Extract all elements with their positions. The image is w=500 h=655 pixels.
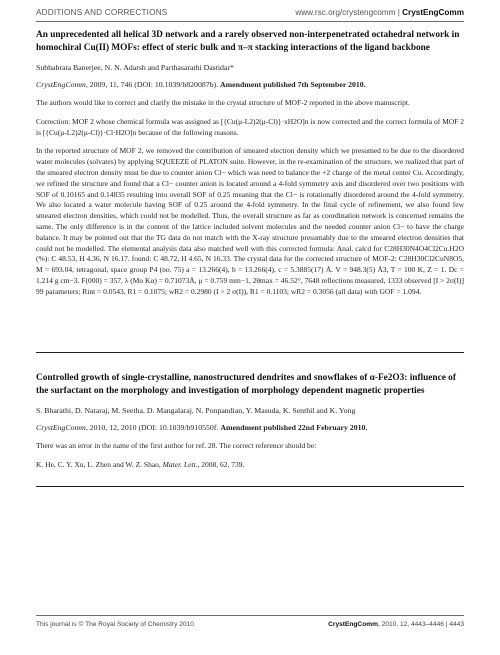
citation-journal: CrystEngComm: [36, 423, 86, 432]
article-divider: [36, 486, 464, 487]
footer-pages: , 2010, 12, 4443–4446 | 4443: [377, 621, 464, 628]
page-header: [36, 8, 464, 22]
article-divider: [36, 352, 464, 353]
citation-amendment: Amendment published 22nd February 2010.: [220, 423, 368, 432]
page-citation: [328, 621, 464, 628]
citation-journal: CrystEngComm: [36, 80, 86, 89]
article-authors: S. Bharathi, D. Nataraj, M. Seetha, D. Mangalaraj, N. Ponpandian, Y. Masuda, K. Senthil and K. Yong: [36, 406, 356, 415]
reference-authors: K. He, C. Y. Xu, L. Zhen and W. Z. Shao,: [36, 459, 163, 469]
correction-intro: There was an error in the name of the first author for ref. 28. The correct reference should be:: [36, 441, 317, 450]
citation-amendment: Amendment published 7th September 2010.: [220, 80, 366, 89]
article-citation: [36, 423, 464, 433]
reference-details: , 2008, 62, 739.: [197, 459, 245, 469]
page-footer: [36, 621, 464, 633]
article-authors: Subhabrata Banerjee, N. N. Adarsh and Parthasarathi Dastidar*: [36, 63, 234, 72]
copyright-notice: This journal is © The Royal Society of Chemistry 2010: [36, 621, 194, 628]
journal-header-info: [295, 8, 464, 17]
header-separator: |: [397, 8, 400, 17]
article-citation: [36, 80, 464, 90]
correction-article-2: [36, 372, 464, 471]
journal-url[interactable]: www.rsc.org/crystengcomm: [295, 8, 396, 17]
citation-details[interactable]: , 2010, 12, 2010 (DOI: 10.1039/b910550f.: [85, 423, 221, 432]
footer-journal: CrystEngComm: [328, 621, 378, 628]
reference-journal: Mater. Lett.: [162, 459, 198, 469]
correction-body: In the reported structure of MOF 2, we removed the contribution of smeared electron density which we presumed to be due to the disordered water molecules (solvates) by applying SQUEEZE of PLATON suite. However, in the re-examination of the structure, we realized that part of the smeared electron density must be due to counter anion Cl− which was need to balance the +2 charge of the metal center Cu. Accordingly, we refined the structure and found that a Cl− counter anion is located around a 4-fold symmetry axis and disordered over two positions with SOF of 0.10165 and 0.14835 resulting into overall SOF of 0.25 meaning that the Cl− is rotationally disordered around the 4-fold symmetry. We also located a water molecule having SOF of 0.25 around the 4-fold symmetry. In the final cycle of refinement, we also found few smeared electron densities, which could not be modelled. Thus, the overall structure as far as coordination network is concerned remains the same. The only difference is in the content of the lattice included solvent molecules and the needed counter anion Cl− to have the charge balance. It may be pointed out that the TG data do not match with the X-ray structure presumably due to the smeared electron densities that could not be modelled. The elemental analysis data also matched well with this corrected formula: Anal. calcd for C28H30N4O4Cl2Cu.H2O (%): C 48.53, H 4.36, N 16.17. found: C 48.72, H 4.65, N 16.33. The crystal data for the corrected structure of MOF-2: C28H30Cl2CuN8O5, M = 693.04, tetragonal, space group P4 (no. 75) a = 13.266(4), b = 13.266(4), c = 5.3885(17) Å. V = 948.3(5) Å3, T = 100 K, Z = 1. Dc = 1.214 g cm−3. F(000) = 357, λ (Mo Kα) = 0.71073Å, μ = 0.759 mm−1, 2θmax = 46.52°, 7648 reflections measured, 1333 observed [I > 2σ(I)] 99 parameters; Rint = 0.0543, R1 = 0.1075; wR2 = 0.2980 (I > 2 σ(I)), R1 = 0.1103; wR2 = 0.3056 (all data) with GOF = 1.094.: [36, 146, 464, 296]
correction-intro: The authors would like to correct and clarify the mistake in the crystal structure of MOF-2 reported in the above manuscript.: [36, 98, 410, 107]
footer-divider: [36, 615, 464, 616]
header-divider: [36, 21, 464, 22]
correction-article-1: [36, 29, 464, 298]
citation-details[interactable]: , 2009, 11, 746 (DOI: 10.1039/b820087b).: [85, 80, 221, 89]
section-heading: ADDITIONS AND CORRECTIONS: [36, 8, 168, 17]
correction-statement: Correction: MOF 2 whose chemical formula was assigned as [{Cu(μ-L2)2(μ-Cl)}·xH2O]n is now corrected and the correct formula of MOF 2 is [{Cu(μ-L2)2(μ-Cl)}·Cl·H2O]n because of the following reasons.: [36, 116, 464, 137]
corrected-reference: [36, 460, 464, 471]
journal-name: CrystEngComm: [402, 8, 464, 17]
article-title: An unprecedented all helical 3D network and a rarely observed non-interpenetrated octahedral network in homochiral Cu(II) MOFs: effect of steric bulk and π–π stacking interactions of the ligand backbone: [36, 30, 460, 53]
article-title: Controlled growth of single-crystalline, nanostructured dendrites and snowflakes of α-Fe2O3: influence of the surfactant on the morphology and investigation of morphology dependent magnetic properties: [36, 373, 456, 396]
